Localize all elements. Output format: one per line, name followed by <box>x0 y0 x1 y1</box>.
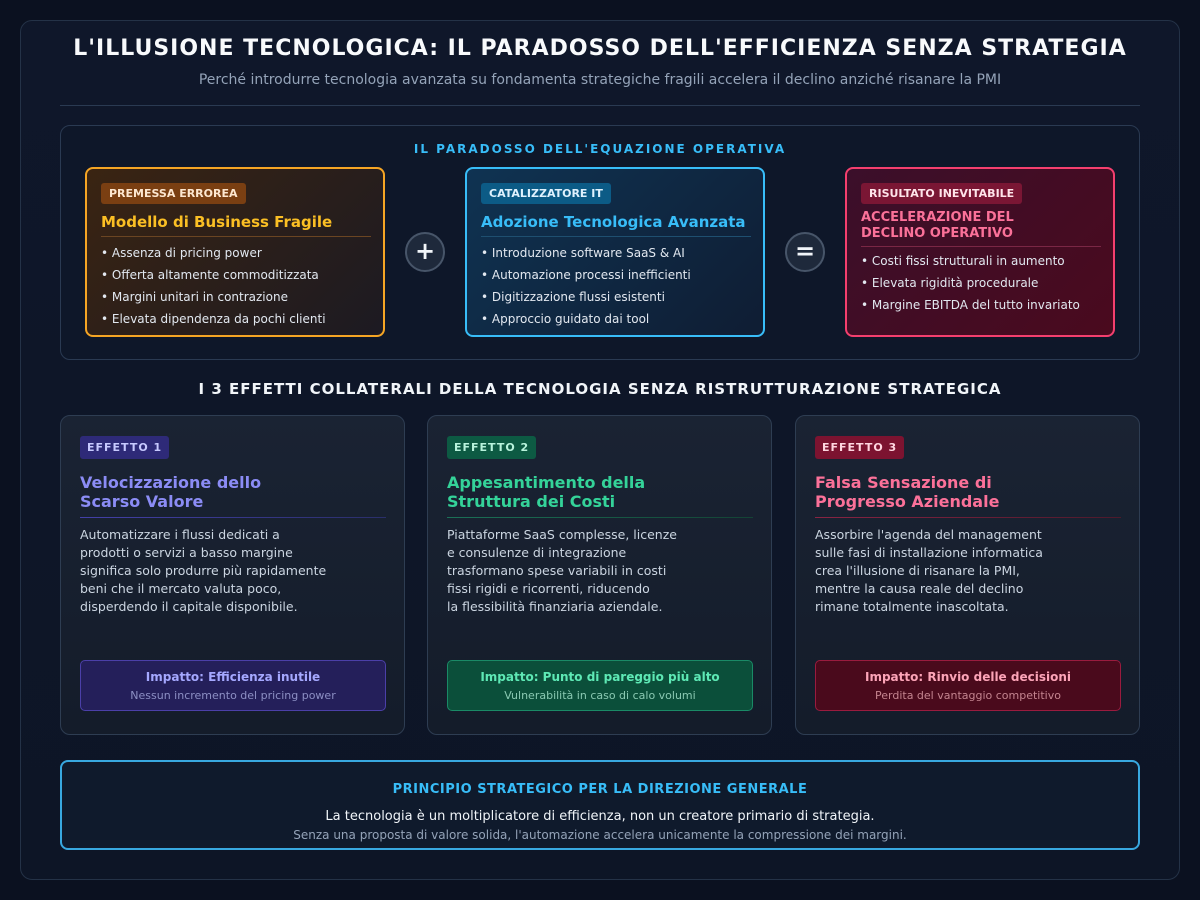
list-item: • Introduzione software SaaS & AI <box>481 246 685 260</box>
effect-description-line: beni che il mercato valuta poco, <box>80 581 282 596</box>
effect-title-line: Struttura dei Costi <box>447 492 616 511</box>
effect-card-2 <box>427 415 772 735</box>
impact-title: Impatto: Rinvio delle decisioni <box>865 670 1071 684</box>
list-item: • Margine EBITDA del tutto invariato <box>861 298 1080 312</box>
effect-description-line: sulle fasi di installazione informatica <box>815 545 1043 560</box>
equation-card-result <box>845 167 1115 337</box>
principle-statement: La tecnologia è un moltiplicatore di efficienza, non un creatore primario di strategia. <box>325 809 875 824</box>
impact-title: Impatto: Efficienza inutile <box>145 670 321 684</box>
impact-subtitle: Perdita del vantaggio competitivo <box>875 689 1061 702</box>
equals-operator: = <box>785 232 825 272</box>
effect-title <box>815 473 1115 511</box>
list-item: • Elevata rigidità procedurale <box>861 276 1039 290</box>
effect-badge: EFFETTO 2 <box>447 436 536 459</box>
catalyst-list <box>481 242 761 330</box>
list-item: • Offerta altamente commoditizzata <box>101 268 319 282</box>
result-title-line: DECLINO OPERATIVO <box>861 226 1013 241</box>
catalyst-title: Adozione Tecnologica Avanzata <box>481 213 746 231</box>
result-badge: RISULTATO INEVITABILE <box>861 183 1022 204</box>
effect-description-line: fissi rigidi e ricorrenti, riducendo <box>447 581 650 596</box>
effect-description-line: trasformano spese variabili in costi <box>447 563 667 578</box>
result-title <box>861 210 1101 242</box>
impact-subtitle: Nessun incremento del pricing power <box>130 689 336 702</box>
catalyst-badge: CATALIZZATORE IT <box>481 183 611 204</box>
equation-heading: IL PARADOSSO DELL'EQUAZIONE OPERATIVA <box>413 142 787 156</box>
plus-operator: + <box>405 232 445 272</box>
page-subtitle: Perché introdurre tecnologia avanzata su fondamenta strategiche fragili accelera il declino anziché risanare la PMI <box>198 72 1002 88</box>
impact-box <box>447 660 753 711</box>
effect-title-line: Velocizzazione dello <box>80 473 262 492</box>
premise-badge: PREMESSA ERROREA <box>101 183 246 204</box>
strategic-principle-box <box>60 760 1140 850</box>
effect-description <box>815 526 1085 616</box>
effect-title <box>80 473 380 511</box>
header-divider <box>60 105 1140 106</box>
list-item: • Automazione processi inefficienti <box>481 268 691 282</box>
equation-card-catalyst <box>465 167 765 337</box>
effect-description <box>447 526 717 616</box>
effect-divider <box>80 517 386 518</box>
effect-description-line: Automatizzare i flussi dedicati a <box>80 527 280 542</box>
effect-divider <box>815 517 1121 518</box>
impact-box <box>815 660 1121 711</box>
impact-box <box>80 660 386 711</box>
effect-description-line: Assorbire l'agenda del management <box>815 527 1042 542</box>
list-item: • Digitizzazione flussi esistenti <box>481 290 665 304</box>
effect-description-line: significa solo produrre più rapidamente <box>80 563 327 578</box>
list-item: • Margini unitari in contrazione <box>101 290 288 304</box>
result-list <box>861 250 1111 316</box>
premise-list <box>101 242 381 330</box>
impact-title: Impatto: Punto di pareggio più alto <box>480 670 720 684</box>
effect-description-line: rimane totalmente inascoltata. <box>815 599 1009 614</box>
equation-card-premise <box>85 167 385 337</box>
effect-description-line: Piattaforme SaaS complesse, licenze <box>447 527 677 542</box>
catalyst-divider <box>481 236 751 237</box>
effect-title-line: Appesantimento della <box>447 473 646 492</box>
effects-heading: I 3 EFFETTI COLLATERALI DELLA TECNOLOGIA SENZA RISTRUTTURAZIONE STRATEGICA <box>198 380 1002 398</box>
effect-description <box>80 526 350 616</box>
effect-title <box>447 473 747 511</box>
effect-title-line: Falsa Sensazione di <box>815 473 992 492</box>
principle-note: Senza una proposta di valore solida, l'automazione accelera unicamente la compressione dei margini. <box>293 828 907 842</box>
effect-title-line: Scarso Valore <box>80 492 204 511</box>
effect-divider <box>447 517 753 518</box>
effect-badge: EFFETTO 1 <box>80 436 169 459</box>
effect-description-line: prodotti o servizi a basso margine <box>80 545 293 560</box>
list-item: • Costi fissi strutturali in aumento <box>861 254 1065 268</box>
effect-description-line: mentre la causa reale del declino <box>815 581 1024 596</box>
effect-card-1 <box>60 415 405 735</box>
premise-divider <box>101 236 371 237</box>
effect-title-line: Progresso Aziendale <box>815 492 1000 511</box>
result-divider <box>861 246 1101 247</box>
principle-title: PRINCIPIO STRATEGICO PER LA DIREZIONE GENERALE <box>392 782 808 797</box>
page-title: L'ILLUSIONE TECNOLOGICA: IL PARADOSSO DELL'EFFICIENZA SENZA STRATEGIA <box>73 36 1127 61</box>
effect-description-line: la flessibilità finanziaria aziendale. <box>447 599 663 614</box>
effect-description-line: disperdendo il capitale disponibile. <box>80 599 298 614</box>
list-item: • Elevata dipendenza da pochi clienti <box>101 312 326 326</box>
effect-description-line: crea l'illusione di risanare la PMI, <box>815 563 1020 578</box>
list-item: • Approccio guidato dai tool <box>481 312 650 326</box>
effect-badge: EFFETTO 3 <box>815 436 904 459</box>
impact-subtitle: Vulnerabilità in caso di calo volumi <box>504 689 696 702</box>
result-title-line: ACCELERAZIONE DEL <box>861 210 1014 225</box>
effect-card-3 <box>795 415 1140 735</box>
effect-description-line: e consulenze di integrazione <box>447 545 627 560</box>
list-item: • Assenza di pricing power <box>101 246 262 260</box>
premise-title: Modello di Business Fragile <box>101 213 333 231</box>
